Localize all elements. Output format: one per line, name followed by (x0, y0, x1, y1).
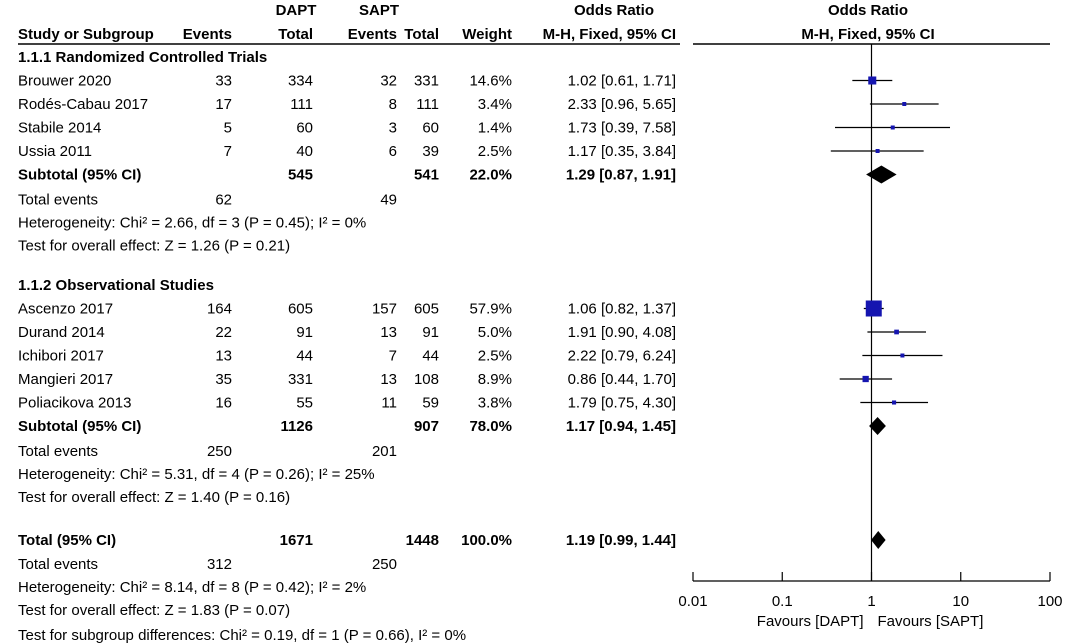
sapt-total: 605 (413, 300, 439, 318)
study-weight: 5.0% (477, 324, 512, 341)
total-diamond (871, 531, 886, 549)
study-odds-ratio: 1.02 [0.61, 1.71] (567, 72, 676, 90)
method-header: M-H, Fixed, 95% CI (542, 26, 676, 43)
subgroup-title: 1.1.2 Observational Studies (18, 277, 214, 294)
sapt-total: 331 (413, 72, 439, 90)
study-odds-ratio: 1.91 [0.90, 4.08] (567, 324, 676, 341)
subgroup-title: 1.1.1 Randomized Controlled Trials (18, 49, 268, 66)
group1-header: DAPT (275, 2, 317, 19)
dapt-total: 331 (287, 371, 313, 388)
total-events-dapt: 62 (215, 191, 232, 209)
sapt-events: 3 (388, 119, 397, 137)
study-odds-ratio: 0.86 [0.44, 1.70] (567, 371, 676, 388)
x-tick-label: 100 (1037, 593, 1063, 610)
forest-plot-area (678, 44, 1062, 630)
sapt-total: 59 (422, 394, 439, 412)
group2-header: SAPT (358, 2, 400, 19)
study-name: Rodés-Cabau 2017 (18, 96, 149, 113)
overall-effect-text: Test for overall effect: Z = 1.40 (P = 0.16) (18, 489, 291, 506)
events-header-2: Events (347, 26, 397, 43)
dapt-total: 44 (296, 347, 313, 365)
overall-effect-text: Test for overall effect: Z = 1.26 (P = 0.21) (18, 237, 291, 255)
total-label: Total (95% CI) (18, 532, 117, 549)
x-tick-label: 1 (867, 593, 876, 610)
total-odds-ratio: 1.19 [0.99, 1.44] (565, 532, 676, 549)
study-weight: 3.8% (477, 394, 512, 412)
study-name: Ussia 2011 (18, 143, 92, 160)
subtotal-dapt-total: 545 (287, 166, 313, 184)
subtotal-odds-ratio: 1.29 [0.87, 1.91] (565, 166, 676, 184)
study-name: Stabile 2014 (18, 119, 102, 137)
sapt-events: 13 (380, 324, 397, 341)
dapt-events: 33 (215, 72, 232, 90)
sapt-events: 7 (388, 347, 397, 365)
study-odds-ratio: 1.79 [0.75, 4.30] (567, 394, 676, 412)
study-marker (892, 400, 896, 404)
study-odds-ratio: 1.17 [0.35, 3.84] (567, 143, 676, 160)
total-header-2: Total (404, 26, 439, 43)
overall-test-text: Test for overall effect: Z = 1.83 (P = 0.07) (18, 602, 291, 619)
total-events-sapt: 250 (371, 556, 397, 573)
study-weight: 8.9% (477, 371, 512, 388)
study-name: Poliacikova 2013 (18, 394, 132, 412)
overall-heterogeneity-text: Heterogeneity: Chi² = 8.14, df = 8 (P = 0.42); I² = 2% (18, 579, 367, 596)
total-events-label: Total events (18, 556, 99, 573)
study-marker (900, 354, 904, 358)
sapt-events: 6 (388, 143, 397, 160)
sapt-total: 60 (422, 119, 439, 137)
study-weight: 57.9% (469, 300, 512, 318)
study-marker (894, 330, 899, 335)
study-weight: 1.4% (477, 119, 512, 137)
total-events-label: Total events (18, 443, 99, 460)
dapt-total: 605 (287, 300, 313, 318)
study-marker (902, 102, 906, 106)
forest-table (18, 2, 1050, 644)
dapt-events: 13 (215, 347, 232, 365)
heterogeneity-text: Heterogeneity: Chi² = 5.31, df = 4 (P = 0.26); I² = 25% (18, 466, 375, 483)
dapt-total: 334 (287, 72, 313, 90)
sapt-events: 13 (380, 371, 397, 388)
study-marker (863, 376, 869, 382)
total-dapt-total: 1671 (279, 532, 313, 549)
dapt-events: 22 (215, 324, 232, 341)
subgroup-differences-text: Test for subgroup differences: Chi² = 0.19, df = 1 (P = 0.66), I² = 0% (18, 627, 467, 644)
favours-right-label: Favours [SAPT] (877, 613, 984, 630)
subtotal-label: Subtotal (95% CI) (18, 418, 142, 435)
subtotal-sapt-total: 541 (413, 166, 439, 184)
dapt-events: 16 (215, 394, 232, 412)
sapt-total: 44 (422, 347, 439, 365)
total-sapt-total: 1448 (405, 532, 439, 549)
study-name: Brouwer 2020 (18, 72, 112, 90)
total-weight: 100.0% (461, 532, 512, 549)
sapt-events: 157 (371, 300, 397, 318)
subtotal-weight: 22.0% (469, 166, 512, 184)
subtotal-diamond (866, 166, 896, 184)
dapt-events: 164 (206, 300, 232, 318)
x-tick-label: 10 (952, 593, 970, 610)
dapt-events: 7 (223, 143, 232, 160)
study-odds-ratio: 2.22 [0.79, 6.24] (567, 347, 676, 365)
x-tick-label: 0.1 (771, 593, 793, 610)
dapt-total: 40 (296, 143, 313, 160)
sapt-total: 91 (422, 324, 439, 341)
favours-left-label: Favours [DAPT] (756, 613, 864, 630)
study-marker (866, 301, 882, 317)
study-weight: 3.4% (477, 96, 512, 113)
study-odds-ratio: 1.06 [0.82, 1.37] (567, 300, 676, 318)
dapt-total: 91 (296, 324, 313, 341)
total-events-sapt: 201 (371, 443, 397, 460)
dapt-total: 111 (290, 96, 313, 113)
total-header-1: Total (278, 26, 313, 43)
study-weight: 2.5% (477, 347, 512, 365)
plot-method-header: M-H, Fixed, 95% CI (801, 26, 935, 43)
study-odds-ratio: 1.73 [0.39, 7.58] (567, 119, 676, 137)
dapt-total: 60 (296, 119, 313, 137)
study-name: Ascenzo 2017 (18, 300, 114, 318)
study-weight: 14.6% (469, 72, 512, 90)
total-events-dapt: 250 (206, 443, 232, 460)
study-marker (891, 126, 895, 130)
dapt-total: 55 (296, 394, 313, 412)
study-name: Mangieri 2017 (18, 371, 114, 388)
dapt-events: 35 (215, 371, 232, 388)
subtotal-odds-ratio: 1.17 [0.94, 1.45] (565, 418, 676, 435)
x-tick-label: 0.01 (678, 593, 708, 610)
total-events-label: Total events (18, 191, 99, 209)
study-column-header: Study or Subgroup (18, 26, 154, 43)
sapt-events: 32 (380, 72, 397, 90)
study-marker (876, 149, 880, 153)
subtotal-label: Subtotal (95% CI) (18, 166, 142, 184)
total-events-sapt: 49 (380, 191, 397, 209)
study-odds-ratio: 2.33 [0.96, 5.65] (567, 96, 676, 113)
subtotal-weight: 78.0% (469, 418, 512, 435)
dapt-events: 17 (215, 96, 232, 113)
events-header-1: Events (182, 26, 232, 43)
total-events-dapt: 312 (206, 556, 232, 573)
study-name: Ichibori 2017 (18, 347, 104, 365)
odds-ratio-header: Odds Ratio (573, 2, 655, 19)
plot-header: Odds Ratio (827, 2, 909, 19)
sapt-total: 39 (422, 143, 439, 160)
subtotal-dapt-total: 1126 (280, 418, 313, 435)
sapt-total: 108 (413, 371, 439, 388)
weight-header: Weight (462, 26, 512, 43)
sapt-events: 11 (381, 394, 397, 412)
study-name: Durand 2014 (18, 324, 105, 341)
subtotal-sapt-total: 907 (413, 418, 439, 435)
sapt-events: 8 (388, 96, 397, 113)
heterogeneity-text: Heterogeneity: Chi² = 2.66, df = 3 (P = 0.45); I² = 0% (18, 214, 367, 232)
dapt-events: 5 (223, 119, 232, 137)
sapt-total: 111 (416, 96, 439, 113)
study-weight: 2.5% (477, 143, 512, 160)
study-marker (868, 76, 876, 84)
